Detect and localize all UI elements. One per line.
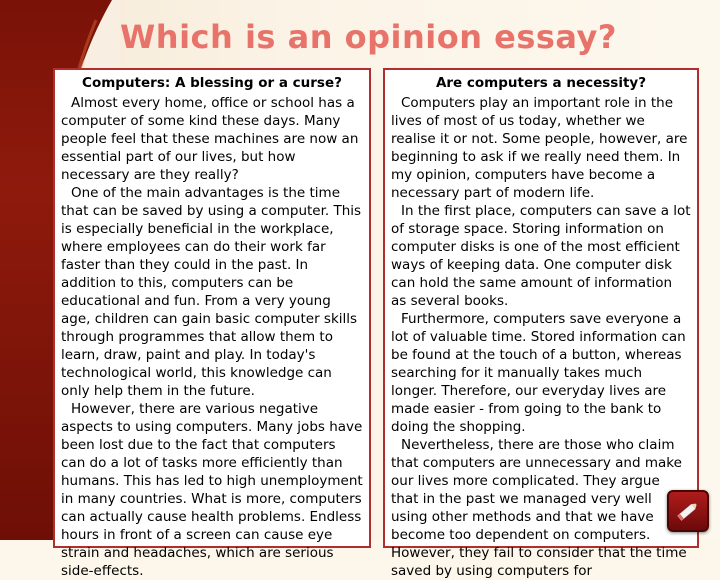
slide-title: Which is an opinion essay? — [120, 18, 617, 56]
essay-right-title: Are computers a necessity? — [435, 75, 647, 91]
essay-left-panel — [53, 68, 371, 579]
essay-left-title: Computers: A blessing or a curse? — [82, 75, 342, 91]
essay-left-paragraph: Almost every home, office or school has a computer of some kind these days. Many people feel that these machines are now an essential part of our lives, but how necessary are they really? — [61, 95, 359, 183]
next-slide-button[interactable] — [667, 490, 709, 532]
essay-right-paragraph: In the first place, computers can save a lot of storage space. Storing information on computer disks is one of the most efficient ways of keeping data. One computer disk can hold the same amount of information as several books. — [391, 203, 691, 309]
essay-left-paragraph: However, there are various negative aspects to using computers. Many jobs have been lost due to the fact that computers can do a lot of tasks more efficiently than humans. This has led to high unemployment in many countries. What is more, computers can actually cause health problems. Endless hours in front of a screen can cause eye strain and headaches, which are serious side-effects. — [61, 401, 363, 579]
essay-right-panel — [383, 68, 699, 579]
essay-right-paragraph: Computers play an important role in the lives of most of us today, whether we realise it or not. Some people, however, are beginning to ask if we really need them. In my opinion, computers have become a necessary part of modern life. — [391, 95, 688, 201]
essay-left-paragraph: One of the main advantages is the time that can be saved by using a computer. This is especially beneficial in the workplace, where employees can do their work far faster than they could in the past. In addition to this, computers can be educational and fun. From a very young age, children can gain basic computer skills through programmes that allow them to learn, draw, paint and play. In today's technological world, this knowledge can only help them in the future. — [61, 185, 362, 399]
pencil-icon — [673, 496, 703, 526]
essay-right-paragraph: Furthermore, computers save everyone a lot of valuable time. Stored information can be found at the touch of a button, whereas searching for it manually takes much longer. Therefore, our everyday lives are made easier - from going to the bank to doing the shopping. — [391, 311, 686, 435]
essay-right-paragraph: Nevertheless, there are those who claim that computers are unnecessary and make our lives more complicated. They argue that in the past we managed very well using other methods and that we have become too dependent on computers. However, they fail to consider that the time saved by using computers for — [391, 437, 687, 579]
